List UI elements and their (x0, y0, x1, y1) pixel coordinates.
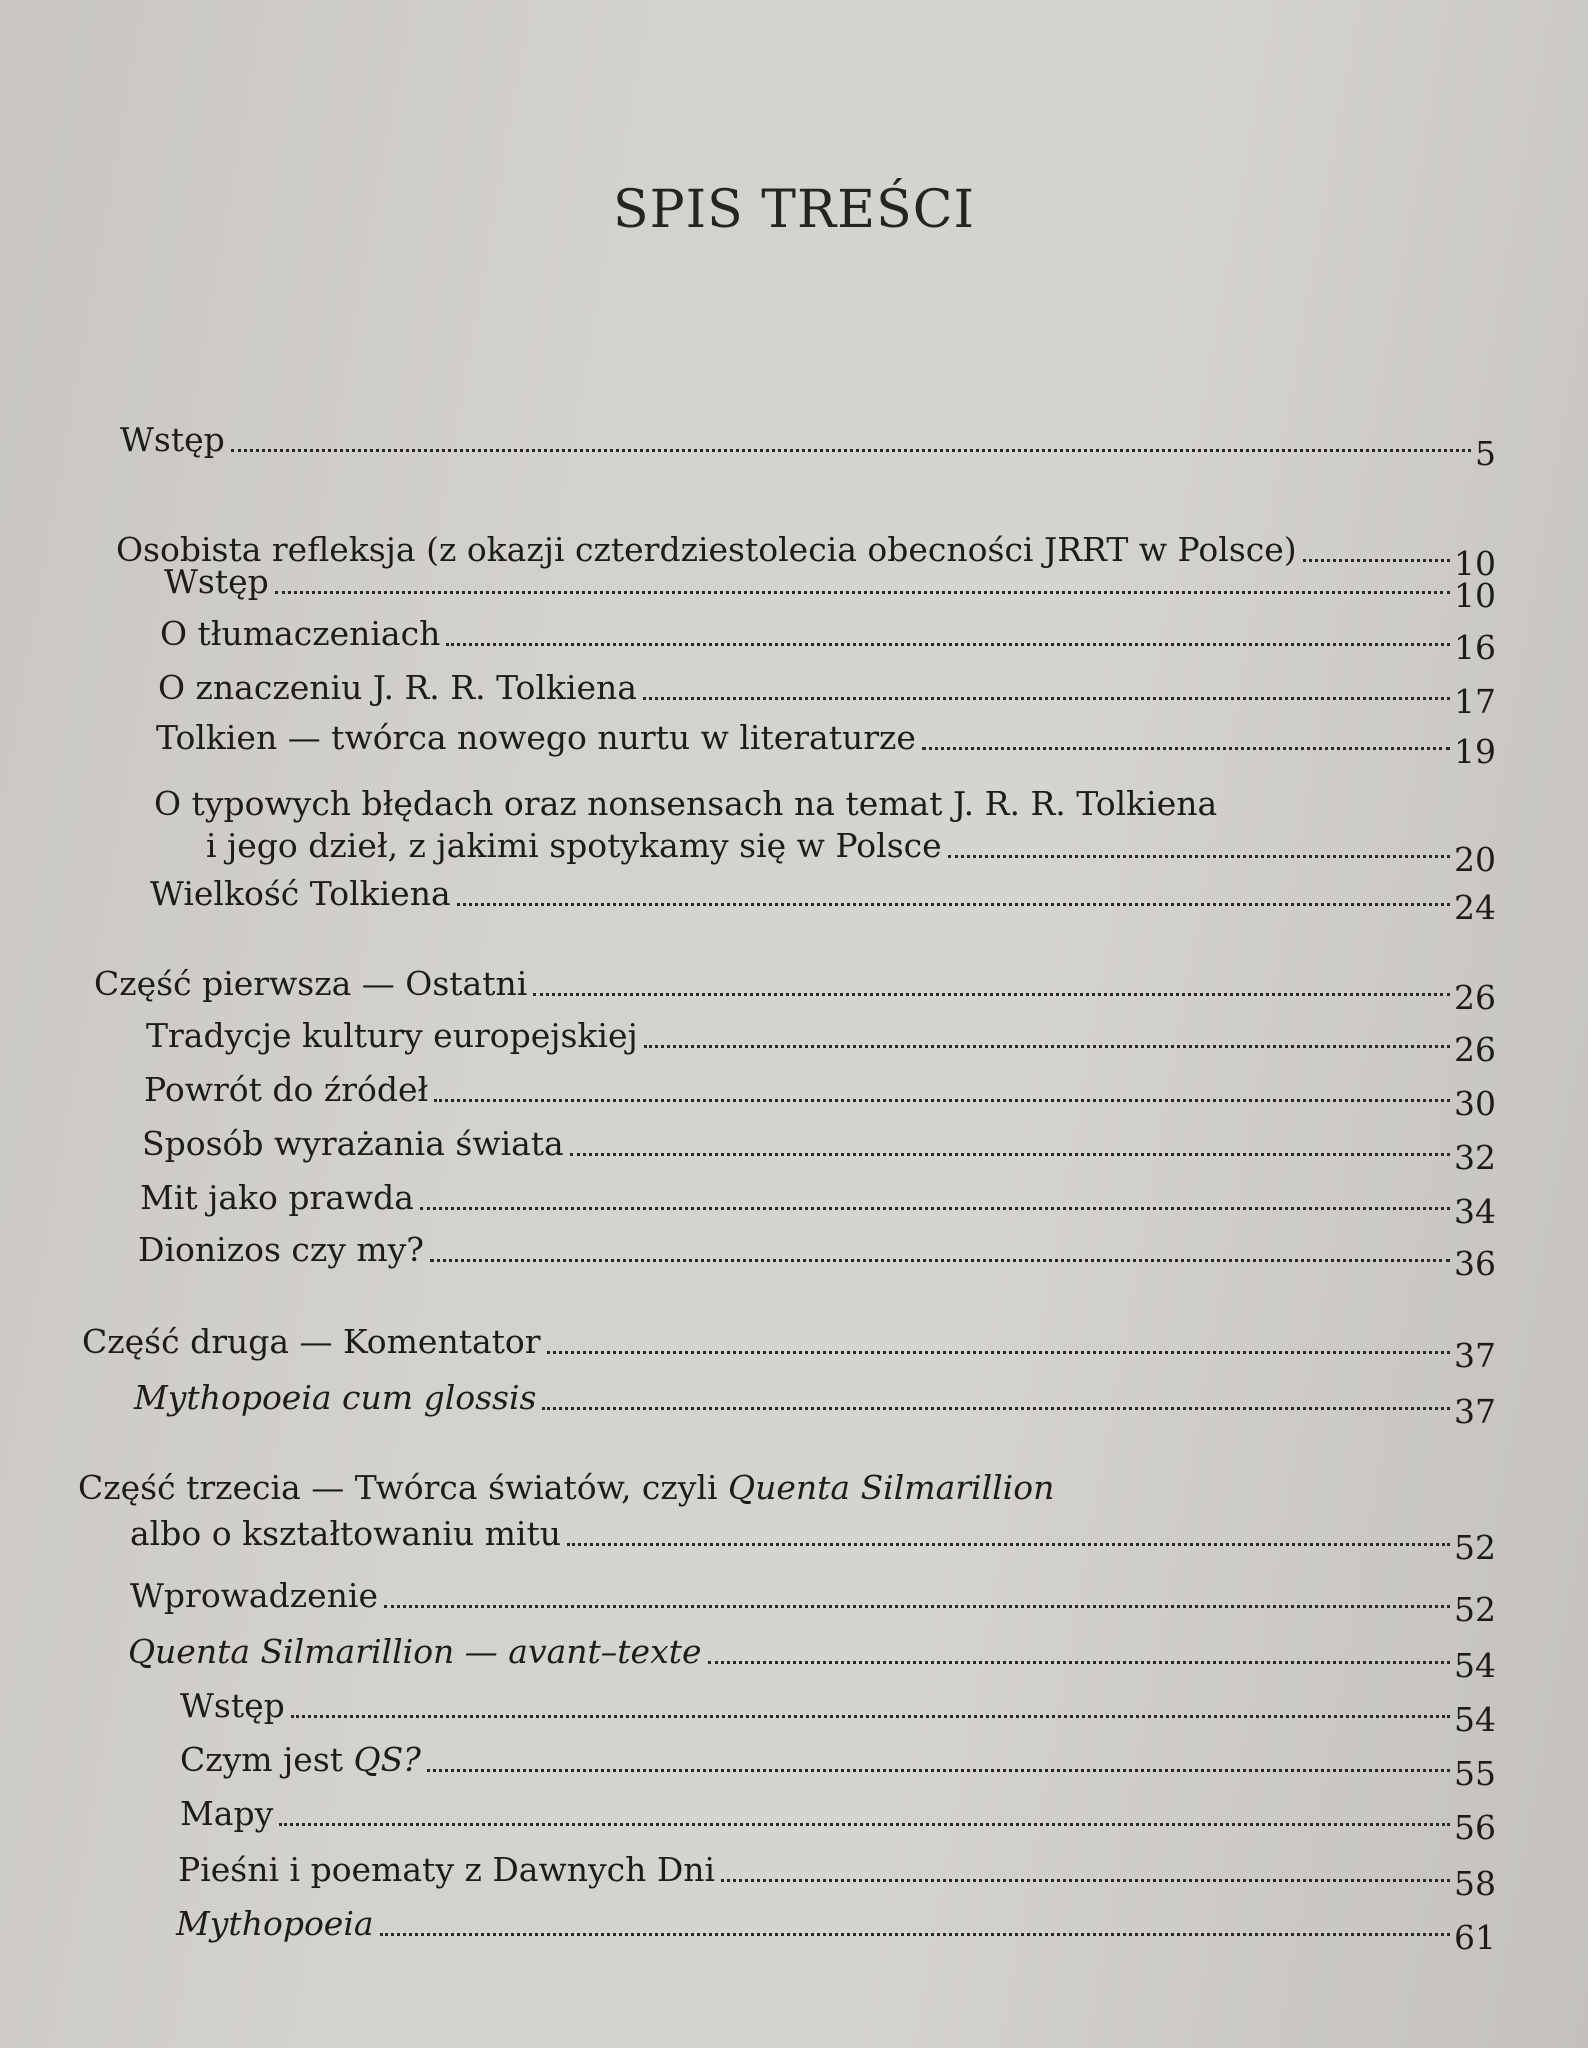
leader-dots (922, 747, 1450, 750)
toc-entry[interactable] (146, 1012, 1496, 1069)
toc-entry-label: Wielkość Tolkiena (150, 874, 451, 913)
leader-dots (420, 1207, 1450, 1210)
toc-entry-label: Dionizos czy my? (138, 1230, 424, 1269)
toc-entry-page: 55 (1454, 1754, 1496, 1793)
toc-entry-page: 16 (1454, 628, 1496, 667)
toc-entry[interactable] (206, 822, 1496, 879)
toc-entry[interactable] (82, 1318, 1496, 1375)
toc-entry-label: Powrót do źródeł (144, 1070, 429, 1109)
toc-entry[interactable] (180, 1736, 1496, 1793)
toc-entry-label: Mythopoeia (176, 1904, 374, 1943)
leader-dots (457, 903, 1450, 906)
toc-entry-label: Część druga — Komentator (82, 1322, 541, 1361)
toc-entry-label-line2: albo o kształtowaniu mitu (130, 1514, 561, 1553)
toc-entry-label: Mit jako prawda (140, 1178, 414, 1217)
toc-entry-label: O znaczeniu J. R. R. Tolkiena (158, 668, 637, 707)
leader-dots (291, 1715, 1450, 1718)
toc-entry-page: 32 (1454, 1138, 1496, 1177)
leader-dots (570, 1153, 1450, 1156)
toc-entry-page: 36 (1454, 1244, 1496, 1283)
toc-entry[interactable] (160, 610, 1496, 667)
toc-entry-label-line1: O typowych błędach oraz nonsensach na temat J. R. R. Tolkiena (154, 784, 1218, 823)
leader-dots (279, 1823, 1450, 1826)
leader-dots (384, 1605, 1450, 1608)
toc-entry-label: Quenta Silmarillion — avant–texte (128, 1632, 702, 1671)
toc-entry-label: Mythopoeia cum glossis (134, 1378, 537, 1417)
toc-entry-label: Mapy (180, 1794, 274, 1833)
toc-entry[interactable] (144, 1066, 1496, 1123)
toc-entry-label: Wprowadzenie (130, 1576, 378, 1615)
leader-dots (644, 1045, 1450, 1048)
toc-entry[interactable] (130, 1510, 1496, 1567)
toc-entry[interactable] (128, 1628, 1496, 1685)
leader-dots (948, 855, 1450, 858)
toc-entry[interactable] (140, 1174, 1496, 1231)
toc-entry-label: Sposób wyrażania świata (142, 1124, 564, 1163)
leader-dots (275, 591, 1450, 594)
toc-entry-page: 20 (1454, 840, 1496, 879)
toc-entry-page: 19 (1454, 732, 1496, 771)
toc-entry[interactable] (120, 416, 1496, 473)
toc-entry[interactable] (142, 1120, 1496, 1177)
toc-entry-page: 54 (1454, 1700, 1496, 1739)
toc-entry[interactable] (176, 1900, 1496, 1957)
leader-dots (643, 697, 1450, 700)
toc-entry[interactable] (94, 960, 1496, 1017)
toc-entry-label: Osobista refleksja (z okazji czterdziestolecia obecności JRRT w Polsce) (116, 530, 1297, 569)
toc-entry-page: 56 (1454, 1808, 1496, 1847)
toc-entry-page: 26 (1454, 978, 1496, 1017)
toc-entry-page: 52 (1454, 1590, 1496, 1629)
toc-entry-label: Tolkien — twórca nowego nurtu w literaturze (156, 718, 916, 757)
leader-dots (567, 1543, 1450, 1546)
toc-entry-label-italic: QS? (353, 1740, 421, 1779)
toc-entry-page: 54 (1454, 1646, 1496, 1685)
toc-entry-page: 26 (1454, 1030, 1496, 1069)
toc-entry-label: Część pierwsza — Ostatni (94, 964, 528, 1003)
toc-entry-label: Wstęp (164, 562, 269, 601)
toc-entry-label-part: Czym jest (180, 1740, 354, 1779)
toc-entry[interactable] (178, 1846, 1496, 1903)
toc-entry-label: Wstęp (120, 420, 225, 459)
leader-dots (231, 449, 1471, 452)
leader-dots (446, 643, 1450, 646)
toc-entry-label: O tłumaczeniach (160, 614, 441, 653)
leader-dots (708, 1661, 1451, 1664)
toc-entry[interactable] (156, 714, 1496, 771)
toc-entry[interactable] (130, 1572, 1496, 1629)
toc-entry[interactable] (164, 558, 1496, 615)
toc-entry-page: 10 (1454, 544, 1496, 583)
toc-entry[interactable] (180, 1790, 1496, 1847)
toc-entry-page: 58 (1454, 1864, 1496, 1903)
toc-entry-label-part: Część trzecia — Twórca światów, czyli (78, 1468, 729, 1507)
toc-entry-page: 37 (1454, 1392, 1496, 1431)
toc-entry[interactable] (150, 870, 1496, 927)
leader-dots (533, 993, 1450, 996)
toc-entry-page: 10 (1454, 576, 1496, 615)
toc-entry-label-line2: i jego dzieł, z jakimi spotykamy się w Polsce (206, 826, 942, 865)
toc-entry-page: 5 (1475, 434, 1496, 473)
leader-dots (721, 1879, 1450, 1882)
toc-entry-page: 24 (1454, 888, 1496, 927)
leader-dots (434, 1099, 1450, 1102)
page-title: SPIS TREŚCI (612, 180, 976, 240)
toc-entry-label: Pieśni i poematy z Dawnych Dni (178, 1850, 716, 1889)
toc-entry-page: 17 (1454, 682, 1496, 721)
toc-entry-label-line1 (78, 1468, 1054, 1508)
toc-entry[interactable] (138, 1226, 1496, 1283)
leader-dots (427, 1769, 1450, 1772)
toc-entry-label: Tradycje kultury europejskiej (146, 1016, 638, 1055)
leader-dots (380, 1933, 1450, 1936)
leader-dots (542, 1407, 1450, 1410)
toc-entry-page: 52 (1454, 1528, 1496, 1567)
toc-entry-page: 34 (1454, 1192, 1496, 1231)
toc-entry-label-italic: Quenta Silmarillion (728, 1468, 1055, 1507)
toc-entry-label (180, 1740, 421, 1780)
toc-entry-page: 37 (1454, 1336, 1496, 1375)
leader-dots (430, 1259, 1450, 1262)
toc-entry[interactable] (158, 664, 1496, 721)
toc-entry-page: 61 (1454, 1918, 1496, 1957)
toc-entry[interactable] (134, 1374, 1496, 1431)
leader-dots (547, 1351, 1450, 1354)
toc-entry-label: Wstęp (180, 1686, 285, 1725)
toc-entry[interactable] (180, 1682, 1496, 1739)
toc-entry-page: 30 (1454, 1084, 1496, 1123)
